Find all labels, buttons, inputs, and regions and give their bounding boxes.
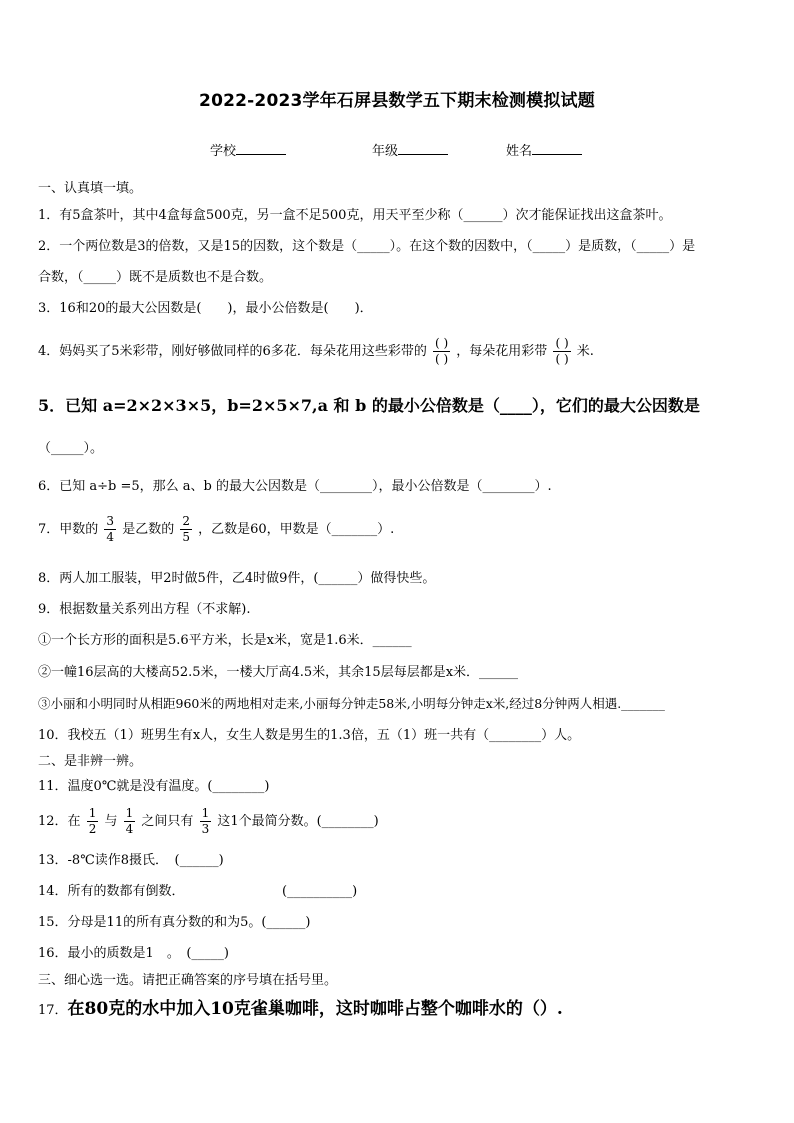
page-title: 2022-2023学年石屏县数学五下期末检测模拟试题 [199,91,595,111]
q7-fraction-2-numerator: 2 [182,514,190,528]
q4-fraction-1-denominator: ( ) [434,352,449,366]
school-blank[interactable] [236,142,286,155]
section-heading-2: 二、是非辨一辨。 [38,754,143,769]
q7-fraction-2 [180,514,192,545]
q4-text-2: ，每朵花用彩带 [456,344,548,359]
q7-text-3: ，乙数是60，甲数是（_______）. [198,522,395,537]
q17-text: 在80克的水中加入10克雀巢咖啡，这时咖啡占整个咖啡水的（）. [67,999,563,1019]
q7-fraction-2-denominator: 5 [182,530,190,544]
question-9: 9．根据数量关系列出方程（不求解). [38,602,251,617]
q12-text-3: 之间只有 [141,814,194,829]
name-blank[interactable] [532,142,582,155]
question-4 [38,336,594,367]
q4-fraction-1 [433,336,450,367]
q12-fraction-3-numerator: 1 [201,806,210,820]
question-11: 11．温度0℃就是没有温度。(________) [38,779,270,794]
q12-fraction-3-denominator: 3 [201,822,210,836]
question-2-line-2: 合数，（_____）既不是质数也不是合数。 [38,270,273,285]
question-10: 10．我校五（1）班男生有x人，女生人数是男生的1.3倍，五（1）班一共有（________）人。 [38,728,581,743]
question-6: 6．已知 a÷b =5，那么 a、b 的最大公因数是（________），最小公倍数是（________）. [38,479,552,494]
question-17 [38,1000,563,1020]
q4-fraction-2 [553,336,570,367]
question-15: 15．分母是11的所有真分数的和为5。(______) [38,915,311,930]
question-5-line-2: （_____）。 [38,441,104,456]
section-heading-3: 三、细心选一选。请把正确答案的序号填在括号里。 [38,973,338,988]
q12-text-1: 12．在 [38,814,81,829]
q12-text-2: 与 [104,814,118,829]
q4-fraction-1-numerator: ( ) [434,336,449,350]
name-label: 姓名 [506,144,533,159]
q12-fraction-1 [87,806,99,837]
q4-text-1: 4．妈妈买了5米彩带，刚好够做同样的6多花．每朵花用这些彩带的 [38,344,427,359]
question-14: 14．所有的数都有倒数． (__________) [38,884,358,899]
question-9-item-3: ③小丽和小明同时从相距960米的两地相对走来,小丽每分钟走58米,小明每分钟走x米,经过8分钟两人相遇._______ [38,696,665,711]
q7-text-1: 7．甲数的 [38,522,99,537]
school-field[interactable] [210,140,286,159]
q12-text-4: 这1个最简分数。(________) [217,814,379,829]
question-9-item-1: ①一个长方形的面积是5.6平方米，长是x米，宽是1.6米．______ [38,633,412,648]
question-5-line-1: 5．已知 a=2×2×3×5，b=2×5×7,a 和 b 的最小公倍数是（____），它们的最大公因数是 [38,396,700,415]
q7-fraction-1 [104,514,116,545]
q4-text-3: 米. [576,344,594,359]
q12-fraction-1-denominator: 2 [88,822,97,836]
q12-fraction-2-numerator: 1 [125,806,134,820]
q12-fraction-3 [200,806,212,837]
grade-field[interactable] [372,140,448,159]
grade-label: 年级 [372,144,399,159]
question-9-item-2: ②一幢16层高的大楼高52.5米，一楼大厅高4.5米，其余15层每层都是x米．______ [38,665,519,680]
q7-fraction-1-denominator: 4 [106,530,115,544]
question-8: 8．两人加工服装，甲2时做5件，乙4时做9件，(______）做得快些。 [38,571,436,586]
question-7 [38,514,394,545]
q4-fraction-2-denominator: ( ) [555,352,569,366]
name-field[interactable] [506,140,582,159]
section-heading-1: 一、认真填一填。 [38,181,143,196]
q4-fraction-2-numerator: ( ) [555,336,569,350]
question-2-line-1: 2．一个两位数是3的倍数，又是15的因数，这个数是（_____）。在这个数的因数中，（_____）是质数，（_____）是 [38,239,696,254]
question-16: 16．最小的质数是1 。 (_____) [38,946,229,961]
question-1: 1．有5盒茶叶，其中4盒每盒500克，另一盒不足500克，用天平至少称（______）次才能保证找出这盒茶叶。 [38,208,672,223]
school-label: 学校 [210,144,237,159]
grade-blank[interactable] [398,142,448,155]
question-13: 13．-8℃读作8摄氏． (______) [38,853,224,868]
q17-number: 17． [38,1003,68,1018]
question-12 [38,806,379,837]
q12-fraction-2-denominator: 4 [125,822,134,836]
q7-text-2: 是乙数的 [122,522,175,537]
q12-fraction-2 [124,806,136,837]
q12-fraction-1-numerator: 1 [88,806,97,820]
q7-fraction-1-numerator: 3 [106,514,115,528]
question-3: 3．16和20的最大公因数是( )，最小公倍数是( )． [38,301,373,316]
